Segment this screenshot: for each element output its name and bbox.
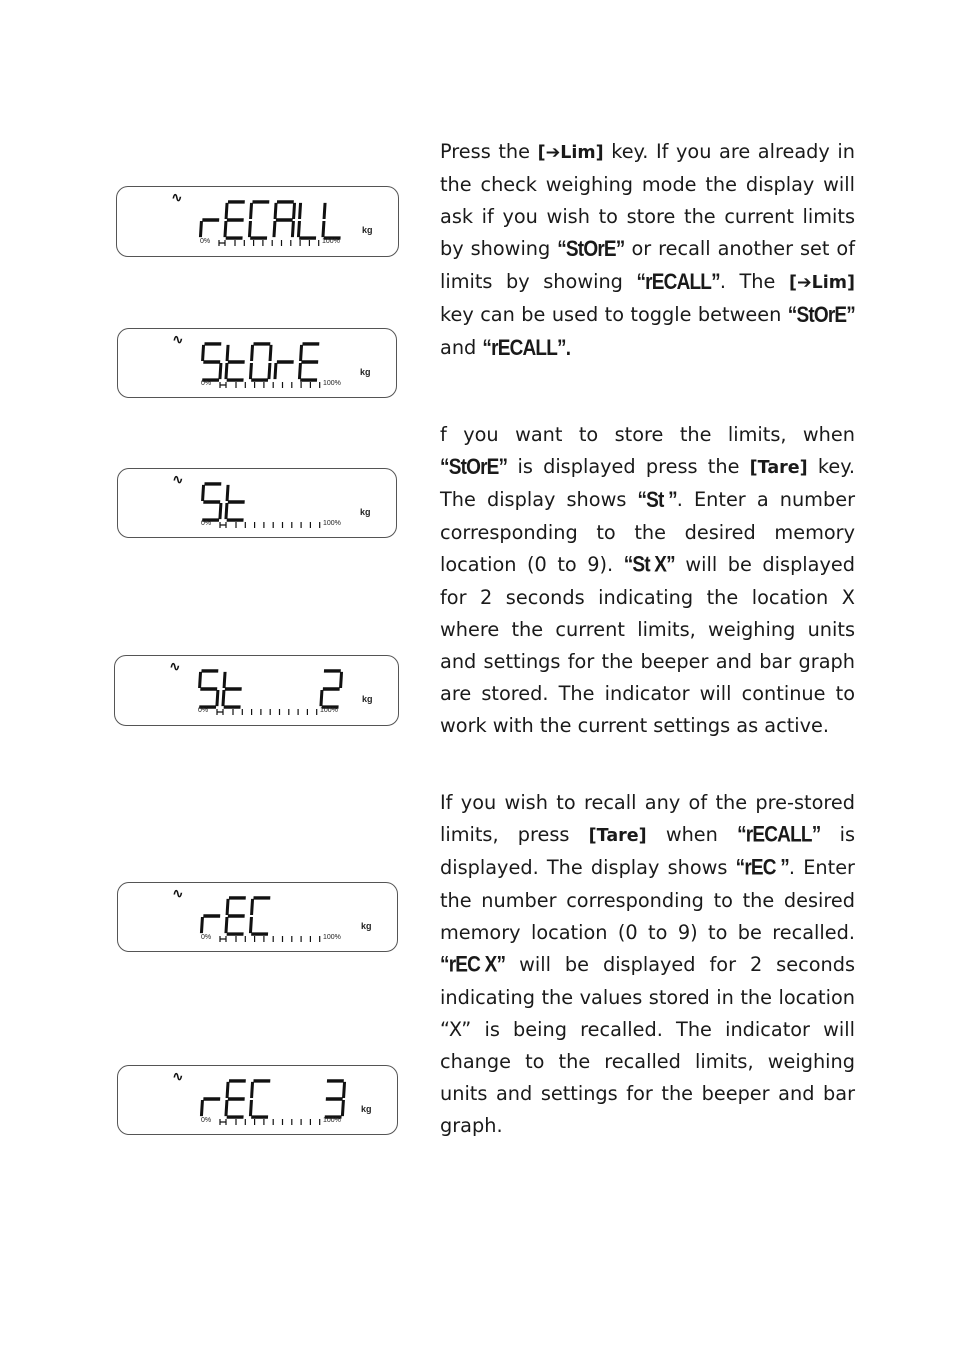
lcd-digit <box>275 362 294 379</box>
lcd-digit <box>299 344 319 380</box>
limit-bracket-icon <box>217 709 223 715</box>
st-x-display-text: “St X” <box>623 553 675 578</box>
bar-graph-end-label: 100% <box>322 238 340 245</box>
stability-wave-icon: ∿ <box>172 332 184 348</box>
limit-bracket-icon <box>220 382 226 388</box>
store-display-text: “StOrE” <box>440 455 508 480</box>
recall-display-text: “rECALL” <box>737 823 821 848</box>
stability-wave-icon: ∿ <box>172 472 184 488</box>
lcd-digit <box>249 202 269 238</box>
text: is displayed. The display shows <box>440 823 855 879</box>
lcd-digit <box>250 898 270 934</box>
lcd-display-st <box>117 468 397 538</box>
unit-kg-label: kg <box>360 507 371 517</box>
text: Press the <box>440 140 538 163</box>
bar-graph-start-label: 0% <box>198 707 209 714</box>
lcd-digit <box>200 220 219 237</box>
text: will be displayed for 2 seconds indicating the location X where the current limits, weighing units and settings for the beeper and bar graph are stored. The indicator will continue to work with the current settings as active. <box>440 553 855 737</box>
text: will be displayed for 2 seconds indicating the values stored in the location “X” is being recalled. The indicator will change to the recalled limits, weighing units and settings for the beeper and bar graph. <box>440 953 855 1137</box>
bar-graph-start-label: 0% <box>201 1117 212 1124</box>
lcd-digit <box>223 672 243 707</box>
store-display-text: “StOrE” <box>787 303 855 328</box>
bar-graph-end-label: 100% <box>323 380 341 387</box>
lcd-segments <box>118 469 396 537</box>
lcd-segments <box>117 187 398 256</box>
tare-key-label: [Tare] <box>749 458 808 478</box>
text: is displayed press the <box>507 455 750 478</box>
lcd-segments <box>118 329 396 397</box>
lcd-digit <box>274 202 295 237</box>
lcd-display-rec-3 <box>117 1065 398 1135</box>
stability-wave-icon: ∿ <box>172 886 184 902</box>
bar-graph-start-label: 0% <box>201 934 212 941</box>
lcd-digit <box>198 671 219 707</box>
rec-x-display-text: “rEC X” <box>440 953 506 978</box>
bar-graph-end-label: 100% <box>323 1117 341 1124</box>
stability-wave-icon: ∿ <box>172 1069 184 1085</box>
unit-kg-label: kg <box>361 921 372 931</box>
lcd-digit <box>325 1081 345 1117</box>
text: key. If you are already in the check weighing mode the display will ask if you wish to store the current limits by showing <box>440 140 855 260</box>
lcd-digit <box>226 1081 246 1117</box>
text: . Enter the number corresponding to the desired memory location (0 to 9) to be recalled. <box>440 856 855 944</box>
limit-bracket-icon <box>219 240 225 246</box>
bar-graph-start-label: 0% <box>201 380 212 387</box>
limit-bracket-icon <box>220 936 226 942</box>
store-display-text: “StOrE” <box>557 237 625 262</box>
lcd-digit <box>225 202 245 238</box>
lcd-digit <box>201 916 220 933</box>
lcd-digit <box>226 485 246 520</box>
paragraph-store-limits <box>440 419 855 742</box>
lcd-display-store <box>117 328 397 398</box>
text: key. The display shows <box>440 455 856 511</box>
text: when <box>646 823 738 846</box>
text: key can be used to toggle between <box>440 303 788 326</box>
stability-wave-icon: ∿ <box>169 659 181 675</box>
lcd-digit <box>226 898 246 934</box>
paragraph-store-recall-toggle <box>440 136 855 365</box>
unit-kg-label: kg <box>362 225 373 235</box>
unit-kg-label: kg <box>361 1104 372 1114</box>
limit-bracket-icon <box>220 1119 226 1125</box>
text: . Enter a number corresponding to the desired memory location (0 to 9). <box>440 488 855 576</box>
lcd-digit <box>201 344 222 380</box>
lcd-display-recall <box>116 186 399 257</box>
lcd-digit <box>250 344 271 380</box>
lcd-display-st-2 <box>114 655 399 726</box>
lcd-digit <box>321 671 342 707</box>
text: If you wish to recall any of the pre-stored limits, press <box>440 791 855 846</box>
lcd-digit <box>226 345 246 380</box>
lcd-display-rec <box>117 882 398 952</box>
text: f you want to store the limits, when <box>440 423 855 446</box>
rec-display-text: “rEC ” <box>735 856 789 881</box>
bar-graph-end-label: 100% <box>320 707 338 714</box>
lcd-digit <box>323 203 343 238</box>
lcd-segments <box>118 883 397 951</box>
unit-kg-label: kg <box>362 694 373 704</box>
lcd-digit <box>250 1081 270 1117</box>
lim-key-label: [➔Lim] <box>788 273 855 293</box>
lcd-digit <box>201 1099 220 1116</box>
bar-graph-end-label: 100% <box>323 934 341 941</box>
stability-wave-icon: ∿ <box>171 190 183 206</box>
text: . The <box>719 270 789 293</box>
recall-display-text: “rECALL” <box>636 270 720 295</box>
bar-graph-end-label: 100% <box>323 520 341 527</box>
bar-graph-start-label: 0% <box>201 520 212 527</box>
recall-display-text: “rECALL”. <box>482 336 571 361</box>
tare-key-label: [Tare] <box>588 826 647 846</box>
bar-graph-start-label: 0% <box>200 238 211 245</box>
lcd-segments <box>118 1066 397 1134</box>
text: or recall another set of limits by showing <box>440 237 855 293</box>
lcd-digit <box>201 484 222 520</box>
lim-key-label: [➔Lim] <box>537 143 604 163</box>
unit-kg-label: kg <box>360 367 371 377</box>
st-display-text: “St ” <box>637 488 677 513</box>
limit-bracket-icon <box>220 522 226 528</box>
lcd-segments <box>115 656 398 725</box>
lcd-digit <box>298 203 318 238</box>
paragraph-recall-limits <box>440 787 855 1142</box>
text: and <box>440 336 483 359</box>
